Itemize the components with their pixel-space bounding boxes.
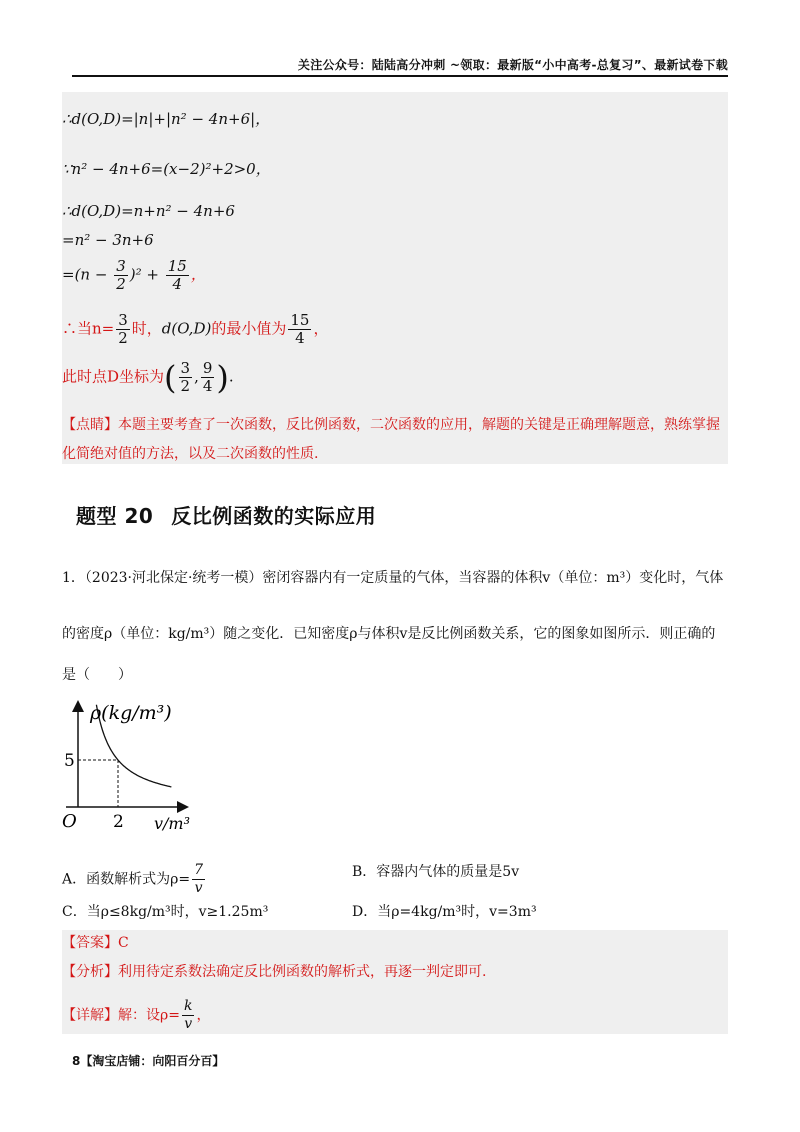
answer-value: C: [118, 935, 129, 951]
origin-label: O: [62, 811, 77, 832]
frac-den: v: [184, 1016, 193, 1032]
option-a-text: A．函数解析式为ρ=: [62, 871, 191, 888]
frac-num: 3: [116, 257, 126, 275]
fraction-3-2: [114, 258, 128, 293]
frac-den: 4: [202, 377, 213, 395]
question-line-2: 的密度ρ（单位：kg/m³）随之变化．已知密度ρ与体积v是反比例函数关系，它的图象如图所示．则正确的: [62, 626, 716, 642]
detail-label: 【详解】: [62, 1007, 118, 1024]
frac-den: 4: [295, 329, 305, 347]
detail-tail: ，: [196, 1007, 211, 1024]
frac-den: 2: [116, 275, 126, 293]
frac-den: 2: [180, 377, 191, 395]
option-b[interactable]: B．容器内气体的质量是5v: [352, 864, 520, 880]
question-line-1: 1．（2023·河北保定·统考一模）密闭容器内有一定质量的气体，当容器的体积v（单位：m³）变化时，气体: [62, 570, 724, 586]
frac-num: 3: [118, 311, 128, 329]
frac-num: 9: [202, 359, 213, 377]
solution-line-6b: 时，: [131, 319, 162, 338]
solution-line-5b: )² +: [129, 265, 164, 284]
review-text-1: 本题主要考查了一次函数，反比例函数，二次函数的应用，解题的关键是正确理解题意，熟练掌握: [118, 417, 720, 433]
solution-line-6: [62, 312, 328, 347]
analysis-line: [62, 962, 486, 982]
detail-text: 解：设ρ=: [118, 1007, 180, 1024]
section-title: [76, 500, 376, 529]
solution-line-6d: 的最小值为: [211, 319, 287, 338]
solution-line-3-text: ∴d(O,D)=n+n² − 4n+6: [62, 202, 235, 220]
header-divider: [72, 75, 728, 77]
frac-den: 2: [118, 329, 128, 347]
detail-line: [62, 998, 210, 1033]
frac-den: v: [194, 880, 203, 896]
paren-close: ): [216, 358, 229, 397]
review-label: 【点睛】: [62, 417, 118, 433]
analysis-label: 【分析】: [62, 964, 118, 980]
review-line-2: [62, 443, 318, 465]
page-footer: 8【淘宝店铺：向阳百分百】: [72, 1054, 225, 1068]
solution-line-7b: .: [228, 367, 234, 386]
solution-line-6e: ，: [313, 319, 329, 338]
solution-line-5a: =(n −: [62, 265, 113, 284]
page-header: 关注公众号：陆陆高分冲刺 ~领取：最新版“小中高考-总复习”、最新试卷下载: [297, 58, 728, 72]
frac-num: 7: [194, 862, 203, 878]
fraction-9-4: [201, 360, 215, 395]
solution-line-4-text: =n² − 3n+6: [62, 231, 154, 249]
solution-line-2: [62, 158, 271, 180]
solution-line-7: 此时点D坐标为( $\frac{3}{2}$ , $\frac{9}{4}$ ).: [62, 358, 234, 397]
frac-num: k: [183, 998, 193, 1014]
solution-line-5c: ，: [190, 265, 206, 284]
solution-line-6a: ∴当n=: [62, 319, 115, 338]
answer-label: 【答案】: [62, 935, 118, 951]
question-line-3: 是（ ）: [62, 667, 132, 683]
fraction-7-v: [192, 862, 205, 897]
y-axis-label: ρ(kg/m³): [90, 702, 172, 724]
solution-line-4: [62, 229, 154, 251]
x-axis-label: v/m³: [154, 814, 191, 833]
option-c[interactable]: C．当ρ≤8kg/m³时，v≥1.25m³: [62, 904, 269, 920]
y-tick-label: 5: [64, 751, 75, 771]
fraction-15-4: [288, 312, 311, 347]
solution-line-7a: 此时点D坐标为: [62, 367, 165, 386]
frac-den: 4: [172, 275, 183, 293]
section-title-text: 反比例函数的实际应用: [171, 504, 377, 528]
solution-line-1-text: ∴d(O,D)=|n|+|n² − 4n+6|，: [62, 110, 271, 128]
analysis-text: 利用待定系数法确定反比例函数的解析式，再逐一判定即可.: [118, 964, 487, 980]
x-tick-label: 2: [113, 812, 124, 832]
option-d[interactable]: D．当ρ=4kg/m³时，v=3m³: [352, 904, 537, 920]
frac-num: 3: [180, 359, 191, 377]
fraction-3-2: [116, 312, 130, 347]
solution-line-5: [62, 258, 206, 293]
solution-line-1: [62, 108, 270, 130]
inverse-function-graph: [58, 695, 218, 835]
solution-line-6c: d(O,D): [161, 319, 212, 338]
frac-num: 15: [167, 257, 187, 275]
review-line-1: [62, 414, 720, 436]
review-text-2: 化简绝对值的方法，以及二次函数的性质.: [62, 446, 319, 462]
solution-line-3: [62, 200, 235, 222]
paren-open: (: [164, 358, 177, 397]
section-number: 题型 20: [76, 504, 154, 528]
fraction-k-v: [182, 998, 194, 1033]
option-a[interactable]: [62, 862, 207, 897]
answer-line: [62, 933, 129, 953]
fraction-15-4: [166, 258, 189, 293]
solution-line-2-text: ∵n² − 4n+6=(x−2)²+2>0，: [62, 160, 271, 178]
fraction-3-2: [179, 360, 193, 395]
frac-num: 15: [290, 311, 310, 329]
